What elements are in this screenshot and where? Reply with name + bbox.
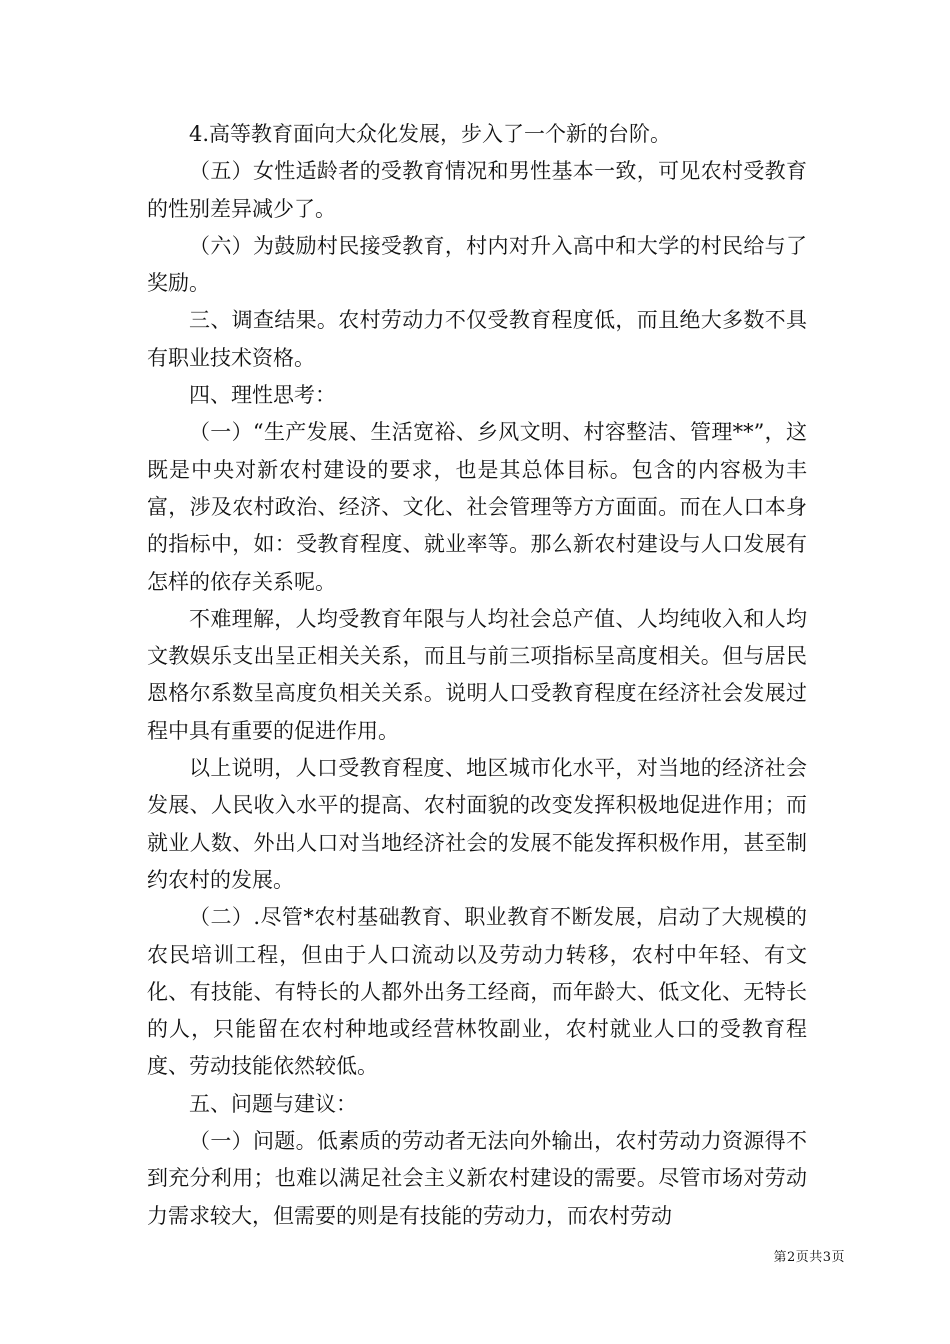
heading-rational-thinking: 四、理性思考： (189, 383, 336, 408)
paragraph-gender-equality: （五）女性适龄者的受教育情况和男性基本一致，可见农村受教育的性别差异减少了。 (147, 159, 807, 221)
paragraph-correlation: 不难理解，人均受教育年限与人均社会总产值、人均纯收入和人均文教娱乐支出呈正相关关系，而且与前三项指标呈高度相关。但与居民恩格尔系数呈高度负相关关系。说明人口受教育程度在经济社会发展过程中具有重要的促进作用。 (147, 606, 807, 743)
paragraph-conclusion: 以上说明，人口受教育程度、地区城市化水平，对当地的经济社会发展、人民收入水平的提高、农村面貌的改变发挥积极地促进作用；而就业人数、外出人口对当地经济社会的发展不能发挥积极作用，甚至制约农村的发展。 (147, 756, 807, 892)
paragraph-village-reward: （六）为鼓励村民接受教育，村内对升入高中和大学的村民给与了奖励。 (147, 233, 807, 296)
paragraph-labor-migration: （二）.尽管*农村基础教育、职业教育不断发展，启动了大规模的农民培训工程，但由于人口流动以及劳动力转移，农村中年轻、有文化、有技能、有特长的人都外出务工经商，而年龄大、低文化、无特长的人，只能留在农村种地或经营林牧副业，农村就业人口的受教育程度、劳动技能依然较低。 (147, 905, 807, 1079)
paragraph-problems: （一）问题。低素质的劳动者无法向外输出，农村劳动力资源得不到充分利用；也难以满足社会主义新农村建设的需要。尽管市场对劳动力需求较大，但需要的则是有技能的劳动力，而农村劳动 (147, 1129, 807, 1228)
heading-problems-suggestions: 五、问题与建议： (189, 1091, 357, 1116)
paragraph-new-countryside: （一）“生产发展、生活宽裕、乡风文明、村容整洁、管理**”，这既是中央对新农村建设的要求，也是其总体目标。包含的内容极为丰富，涉及农村政治、经济、文化、社会管理等方方面面。而在人口本身的指标中，如：受教育程度、就业率等。那么新农村建设与人口发展有怎样的依存关系呢。 (147, 420, 807, 594)
page-number-footer: 第2页共3页 (773, 1250, 845, 1265)
document-body (147, 116, 807, 1235)
paragraph-higher-education: 4.高等教育面向大众化发展，步入了一个新的台阶。 (189, 122, 672, 146)
paragraph-survey-result: 三、调查结果。农村劳动力不仅受教育程度低，而且绝大多数不具有职业技术资格。 (147, 308, 807, 370)
